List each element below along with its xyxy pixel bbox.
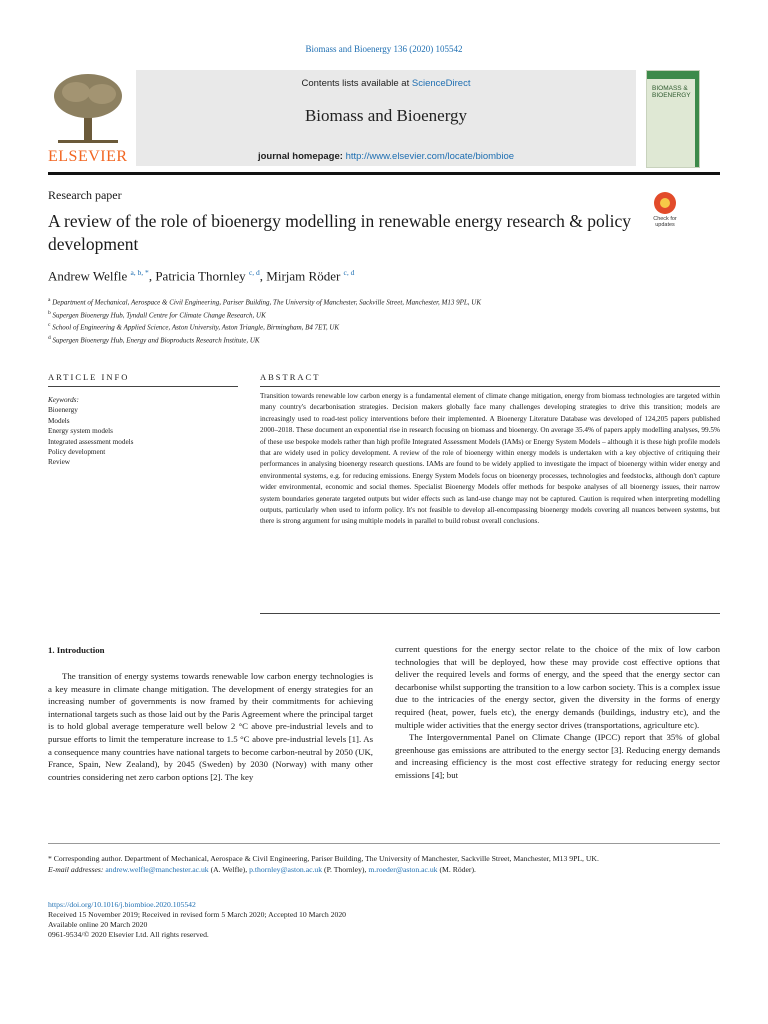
body-paragraph: current questions for the energy sector relate to the choice of the mix of low carbon technologies that will be deployed, how these may provide cost effective options that deliver the required levels and forms of energy, and the speed that the energy sector can decarbonise whilst supporting the transition to a low carbon society. This is a complex issue due to the intricacies of the energy sector, given the diversity in the forms of energy required (heat, power, fuels etc), the energy demands (buildings, industry etc), and the multiple wider activities that the energy sector drives (transportations, agriculture etc).: [395, 644, 720, 730]
elsevier-tree-icon: [48, 70, 128, 148]
email-line: [48, 864, 720, 875]
keyword: Policy development: [48, 448, 106, 457]
cover-band: [647, 71, 699, 79]
elsevier-logo: [48, 70, 138, 166]
email-link[interactable]: andrew.welfle@manchester.ac.uk: [105, 865, 209, 875]
homepage-label: journal homepage:: [257, 151, 343, 162]
email-owner: (P. Thornley),: [324, 865, 367, 875]
abstract-text: Transition towards renewable low carbon energy is a fundamental element of climate change mitigation, energy from biomass technologies are targeted within many country's decarbonisation strategies. Decision makers globally face many challenges developing strategies to drive this transition; models are increasingly used to road-test policy interventions before their implemented. A Bioenergy Literature Database was developed of 124,205 papers published 2000–2018. These document an exponential rise in research focusing on biomass and bioenergy. On average 35.4% of papers apply modelling analyses, 99.5% of these use bespoke models rather than high profile Integrated Assessment Models (IAMs) or Energy System Models – although it is these high profile models that are widely used in policy development. A review of the role of bioenergy within energy models is undertaken with a key objective of critiquing their performances in analysing bioenergy research questions. IAMs are found to be widely applied to investigate the impact of bioenergy within wider energy and environmental systems, e.g. for reducing emissions. Energy System Models focus on bioenergy processes, technologies and feedstocks, although don't capture wider environmental, economic and social themes. Specialist Bioenergy Models offer methods for bespoke analyses of all bioenergy issues, their narrow system boundaries generate targeted outputs but wider effects such as land-use change may not be captured. Caution is required when interpreting modelling outputs, particularly when used to inform policy. It's not feasible to develop all-encompassing bioenergy models covering all nuances between systems, but there is strong argument for using multiple models in parallel to build robust overall conclusions.: [260, 392, 720, 526]
journal-masthead: [48, 70, 720, 168]
email-label: E-mail addresses:: [48, 865, 104, 875]
footnotes: [48, 853, 720, 875]
affiliation: $^c$ School of Engineering & Applied Science, Aston University, Aston Triangle, Birmingham, B4 7ET, UK: [48, 322, 340, 332]
keyword: Models: [48, 416, 70, 425]
homepage-line: [136, 151, 636, 162]
keyword: Bioenergy: [48, 406, 78, 415]
footnote-rule: [48, 843, 720, 844]
section-heading-introduction: 1. Introduction: [48, 645, 105, 655]
affiliation: $^d$ Supergen Bioenergy Hub, Energy and Bioproducts Research Institute, UK: [48, 334, 260, 345]
publisher-wordmark: ELSEVIER: [48, 148, 128, 165]
sciencedirect-link[interactable]: ScienceDirect: [411, 78, 471, 89]
email-owner: (M. Röder).: [439, 865, 476, 875]
article-meta: [48, 900, 720, 940]
keywords-block: [48, 395, 238, 468]
body-paragraph: The Intergovernmental Panel on Climate Change (IPCC) report that 35% of global greenhouse gas emissions are attributed to the energy sector [3]. Reducing energy demands and increasing efficiency is the most cost effective strategy for reducing energy sector emissions [4]; but: [395, 732, 720, 780]
email-owner: (A. Welfle),: [210, 865, 248, 875]
contents-line: [136, 78, 636, 89]
author-list: Andrew Welfle $^{a, b, *}$, Patricia Thornley $^{c, d}$, Mirjam Röder $^{c, d}$: [48, 268, 355, 284]
running-head[interactable]: Biomass and Bioenergy 136 (2020) 105542: [305, 44, 463, 54]
affiliation: $^b$ Supergen Bioenergy Hub, Tyndall Centre for Climate Change Research, UK: [48, 309, 266, 319]
history-line: Received 15 November 2019; Received in revised form 5 March 2020; Accepted 10 March 2020: [48, 910, 347, 919]
cover-title: BIOMASS & BIOENERGY: [652, 85, 691, 99]
keyword: Integrated assessment models: [48, 437, 134, 446]
crossmark-icon: [654, 192, 676, 214]
author-name[interactable]: Mirjam Röder: [266, 268, 341, 284]
abstract-rule: [260, 386, 720, 387]
doi-link[interactable]: https://doi.org/10.1016/j.biombioe.2020.105542: [48, 900, 196, 909]
article-title: A review of the role of bioenergy modelling in renewable energy research & policy development: [48, 211, 631, 254]
journal-title: Biomass and Bioenergy: [304, 106, 468, 125]
contents-prefix: Contents lists available at: [301, 78, 412, 89]
author-affil-marks[interactable]: a, b, *: [130, 268, 149, 277]
body-paragraph: The transition of energy systems towards renewable low carbon energy technologies is a key measure in climate change mitigation. The development of energy strategies for an increasing number of governments is now framed by their commitments for achieving international targets such as those laid out by the Paris Agreement where the principal target is to hold global average temperature well below 2 °C above pre-industrial levels and to pursue efforts to limit the temperature increase to 1.5 °C above pre-industrial levels [1]. As a consequence many countries have national targets to become carbon-neutral by 2050 (UK, France, Spain, New Zealand), by 2045 (Sweden) by 2030 (Norway) with many other countries considering net zero carbon options [2]. The key: [48, 671, 373, 782]
paper-type: Research paper: [48, 188, 122, 202]
abstract-heading: ABSTRACT: [260, 372, 321, 382]
crossmark-label: Check for updates: [653, 216, 677, 228]
abstract-bottom-rule: [260, 613, 720, 614]
affiliation: $^a$ Department of Mechanical, Aerospace & Civil Engineering, Pariser Building, The University of Manchester, Sackville Street, Manchester, M13 9PL, UK: [48, 297, 482, 307]
masthead-rule: [48, 172, 720, 175]
author-name[interactable]: Andrew Welfle: [48, 268, 128, 284]
journal-cover-thumbnail[interactable]: [646, 70, 700, 168]
article-info-rule: [48, 386, 238, 387]
corresponding-author-note: * Corresponding author. Department of Mechanical, Aerospace & Civil Engineering, Pariser Building, The University of Manchester, Sackville Street, Manchester, M13 9PL, UK.: [48, 854, 599, 863]
available-online-line: Available online 20 March 2020: [48, 920, 148, 929]
keywords-label: Keywords:: [48, 396, 79, 404]
author-name[interactable]: Patricia Thornley: [155, 268, 246, 284]
keyword: Energy system models: [48, 427, 113, 436]
affiliation-list: [48, 295, 688, 346]
body-column-right: [395, 643, 720, 782]
email-link[interactable]: p.thornley@aston.ac.uk: [249, 865, 323, 875]
check-for-updates-button[interactable]: [648, 192, 682, 236]
email-link[interactable]: m.roeder@aston.ac.uk: [368, 865, 438, 875]
author-affil-marks[interactable]: c, d: [248, 268, 260, 277]
article-info-heading: ARTICLE INFO: [48, 372, 130, 382]
homepage-link[interactable]: http://www.elsevier.com/locate/biombioe: [345, 151, 515, 162]
copyright-line: 0961-9534/© 2020 Elsevier Ltd. All rights reserved.: [48, 930, 209, 939]
body-column-left: [48, 670, 373, 783]
keyword: Review: [48, 458, 70, 467]
masthead-banner: [136, 70, 636, 166]
author-affil-marks[interactable]: c, d: [343, 268, 355, 277]
